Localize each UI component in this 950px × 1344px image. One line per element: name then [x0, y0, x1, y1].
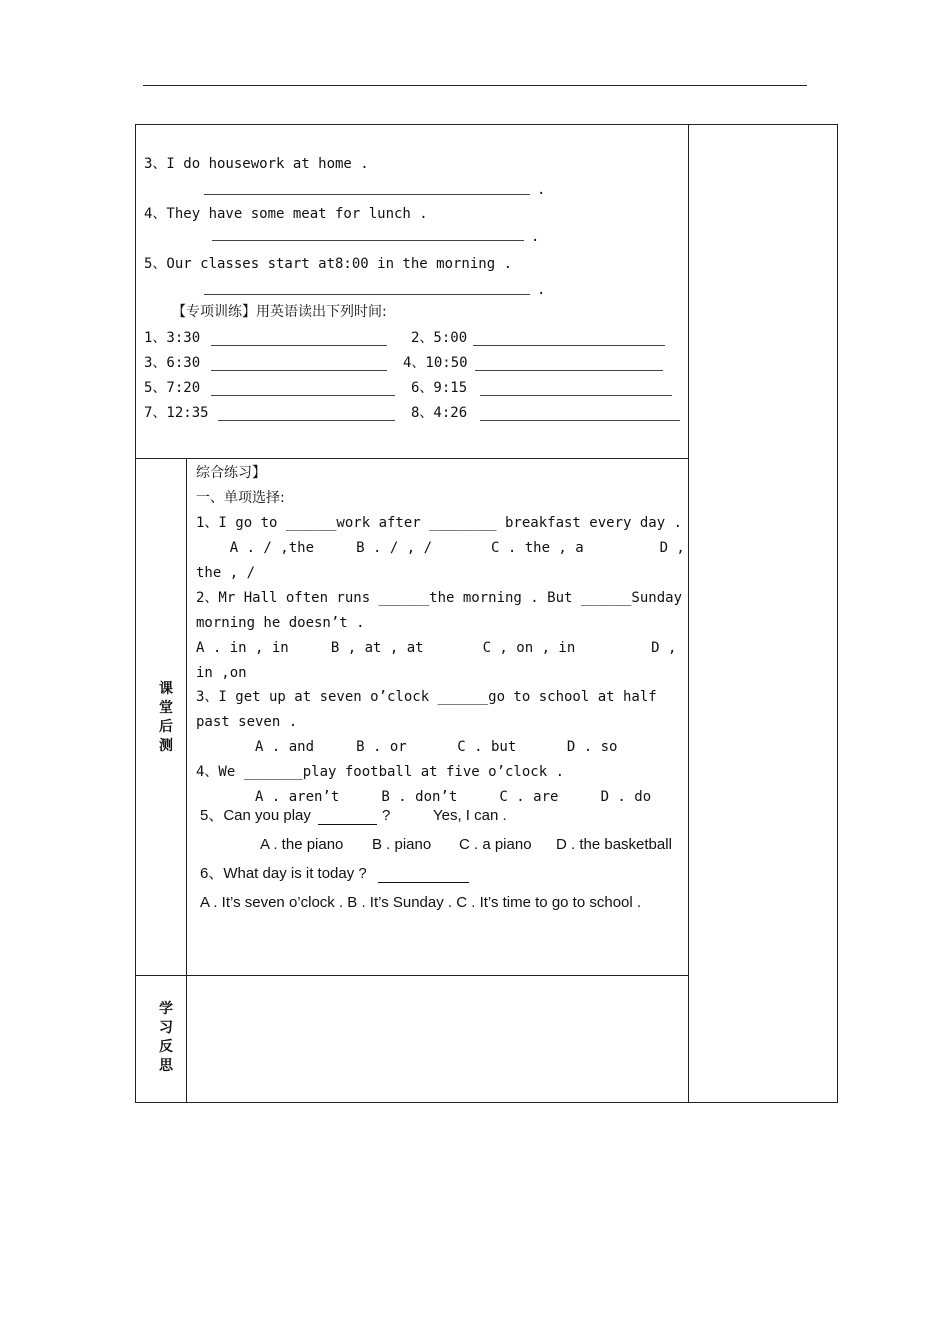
question-3-continued: past seven .: [196, 714, 298, 730]
row-divider-1: [135, 458, 689, 459]
answer-end-5: .: [537, 282, 546, 298]
question-5: 5、Can you play: [200, 807, 311, 824]
time-section-title: 【专项训练】用英语读出下列时间:: [172, 304, 387, 320]
question-2-options-wrap: in ,on: [196, 665, 247, 681]
quiz-subheading: 一、单项选择:: [196, 490, 285, 506]
time-blank-5[interactable]: [211, 395, 395, 396]
transform-item-4: 4、They have some meat for lunch .: [144, 206, 428, 222]
quiz-section-label: 课 堂 后 测: [159, 681, 173, 754]
question-2-options: A . in , in B , at , at C , on , in D ,: [196, 640, 677, 656]
question-1-options-wrap: the , /: [196, 565, 256, 581]
question-2: 2、Mr Hall often runs ______the morning . But ______Sunday: [196, 590, 683, 606]
question-1-options: A . / ,the B . / , / C . the , a D ,: [196, 540, 685, 556]
answer-end-4: .: [531, 229, 540, 245]
time-blank-3[interactable]: [211, 370, 387, 371]
time-blank-8[interactable]: [480, 420, 680, 421]
question-5-mark: ?: [382, 807, 391, 824]
question-5-option-a: A . the piano: [260, 836, 344, 853]
answer-blank-3[interactable]: [204, 194, 530, 195]
time-blank-7[interactable]: [218, 420, 395, 421]
notes-column[interactable]: [689, 125, 837, 1102]
answer-blank-4[interactable]: [212, 240, 524, 241]
answer-blank-5[interactable]: [204, 294, 530, 295]
question-4: 4、We _______play football at five o’clock .: [196, 764, 565, 780]
time-item-1: 1、3:30: [144, 330, 201, 346]
time-item-2: 2、5:00: [411, 330, 468, 346]
question-5-blank[interactable]: [318, 824, 377, 825]
time-blank-6[interactable]: [480, 395, 672, 396]
question-5-answer: Yes, I can .: [433, 807, 507, 824]
question-6-options: A . It’s seven o’clock . B . It’s Sunday . C . It’s time to go to school .: [200, 894, 642, 911]
question-1: 1、I go to ______work after ________ breakfast every day .: [196, 515, 683, 531]
answer-end-3: .: [537, 182, 546, 198]
transform-item-5: 5、Our classes start at8:00 in the morning .: [144, 256, 513, 272]
reflection-section-label: 学 习 反 思: [159, 1001, 173, 1074]
page-header-rule: [143, 85, 807, 86]
reflection-writing-area[interactable]: [187, 976, 688, 1102]
question-6-blank[interactable]: [378, 882, 469, 883]
time-item-7: 7、12:35: [144, 405, 209, 421]
time-item-3: 3、6:30: [144, 355, 201, 371]
quiz-heading: 综合练习】: [196, 465, 266, 481]
time-item-8: 8、4:26: [411, 405, 468, 421]
question-5-option-b: B . piano: [372, 836, 432, 853]
time-item-4: 4、10:50: [403, 355, 468, 371]
question-5-option-d: D . the basketball: [556, 836, 672, 853]
transform-item-3: 3、I do housework at home .: [144, 156, 369, 172]
question-4-options: A . aren’t B . don’t C . are D . do: [196, 789, 652, 805]
question-3: 3、I get up at seven o’clock ______go to school at half: [196, 689, 657, 705]
question-6: 6、What day is it today ?: [200, 865, 367, 882]
time-item-5: 5、7:20: [144, 380, 201, 396]
time-blank-1[interactable]: [211, 345, 387, 346]
question-3-options: A . and B . or C . but D . so: [196, 739, 618, 755]
question-2-continued: morning he doesn’t .: [196, 615, 365, 631]
time-blank-4[interactable]: [475, 370, 663, 371]
time-item-6: 6、9:15: [411, 380, 468, 396]
time-blank-2[interactable]: [473, 345, 665, 346]
question-5-option-c: C . a piano: [459, 836, 532, 853]
